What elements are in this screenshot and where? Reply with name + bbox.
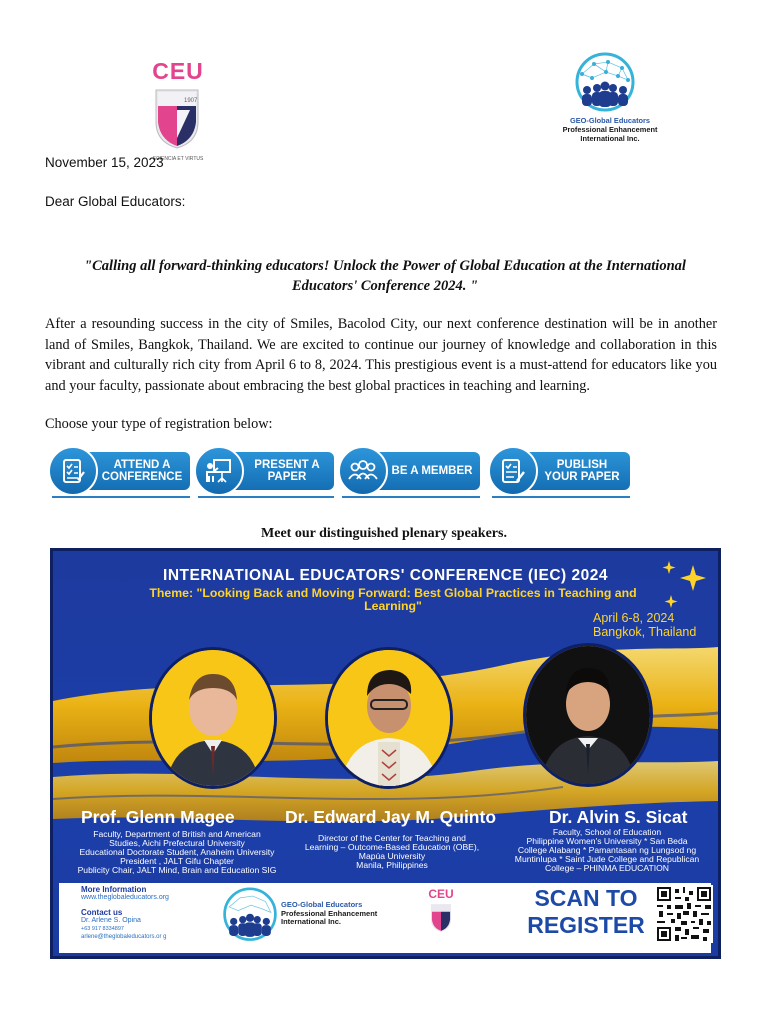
publish-paper-button[interactable] (488, 446, 630, 498)
desc-line: College – PHINMA EDUCATION (544, 863, 669, 873)
speaker-desc-quinto (283, 834, 501, 870)
desc-line: Learning – Outcome-Based Education (OBE), (304, 842, 480, 852)
ceu-motto: SCIENCIA ET VIRTUS (152, 156, 204, 162)
desc-line: Mapúa University (358, 851, 426, 861)
button-label-line2: CONFERENCE (101, 471, 183, 483)
button-label-line2: YOUR PAPER (544, 471, 620, 483)
presenter-icon (194, 446, 244, 496)
desc-line: Faculty, School of Education (552, 827, 662, 837)
qr-code-icon[interactable] (655, 885, 713, 943)
button-underline (198, 496, 334, 498)
salutation: Dear Global Educators: (45, 194, 186, 209)
footer-geo-line1: GEO-Global Educators (281, 900, 363, 909)
scan-to-register (521, 885, 651, 939)
contact-name: Dr. Arlene S. Opina (81, 917, 141, 924)
contact-label: Contact us (81, 908, 123, 917)
ceu-shield-icon (430, 903, 452, 933)
button-label-line1: PUBLISH (556, 459, 608, 471)
more-info-label: More Information (81, 885, 147, 894)
desc-line: Faculty, Department of British and American (93, 829, 261, 839)
speaker-photo-magee (149, 647, 277, 789)
document-pen-icon (488, 446, 538, 496)
speaker-name-magee: Prof. Glenn Magee (81, 807, 235, 827)
intro-paragraph: After a resounding success in the city of Smiles, Bacolod City, our next conference destination will be in another land of Smiles, Bangkok, Thailand. We are excited to continue our journey of knowledge and collaboration in this vibrant and culturally rich city from April 6 to 8, 2024. This prestigious event is a must-attend for educators like you and your faculty, passionate about embracing the best global practices in teaching and learning. (45, 316, 717, 394)
poster-location: Bangkok, Thailand (593, 625, 697, 639)
website-link[interactable]: www.theglobaleducators.org (81, 894, 169, 901)
ceu-year: 1907 (184, 98, 198, 104)
present-paper-button[interactable] (194, 446, 334, 498)
person-portrait-icon (328, 650, 450, 786)
desc-line: College Alabang * Pamantasan ng Lungsod ng (517, 845, 697, 855)
poster-date: April 6-8, 2024 (593, 611, 675, 625)
scan-line2: REGISTER (527, 912, 645, 938)
desc-line: Muntinlupa * Saint Jude College and Republican (514, 854, 700, 864)
button-label-line2: PAPER (267, 471, 307, 483)
geo-name-line1: GEO-Global Educators (569, 116, 651, 125)
geo-organization-name (548, 116, 672, 143)
button-label-line1: ATTEND A (113, 459, 171, 471)
contact-email[interactable]: arlene@theglobaleducators.or g (81, 934, 167, 940)
footer-geo-line2: Professional Enhancement (281, 908, 378, 918)
button-label (540, 454, 624, 488)
desc-line: Publicity Chair, JALT Mind, Brain and Education SIG (77, 865, 277, 875)
person-portrait-icon (152, 650, 274, 786)
tagline: "Calling all forward-thinking educators! Unlock the Power of Global Education at the International Educators' Conference 2024. " (84, 258, 686, 294)
group-icon (338, 446, 388, 496)
contact-phone: +63 917 8334897 (81, 926, 124, 932)
attend-conference-button[interactable] (48, 446, 190, 498)
button-label-line1: BE A MEMBER (391, 465, 473, 477)
footer-ceu-wordmark: CEU (428, 887, 454, 901)
geo-name-line3: International Inc. (580, 134, 640, 143)
desc-line: Director of the Center for Teaching and (318, 833, 466, 843)
desc-line: Manila, Philippines (356, 860, 428, 870)
speakers-heading: Meet our distinguished plenary speakers. (261, 526, 507, 541)
button-underline (342, 496, 480, 498)
ceu-wordmark: CEU (152, 58, 204, 84)
button-label-line1: PRESENT A (254, 459, 320, 471)
poster-date-location (593, 611, 721, 639)
footer-ceu-logo (423, 887, 459, 947)
button-label (100, 454, 184, 488)
footer-geo-name (281, 901, 377, 927)
desc-line: President , JALT Gifu Chapter (120, 856, 234, 866)
poster-footer (59, 883, 711, 953)
conference-poster[interactable] (50, 548, 721, 959)
speaker-name-sicat: Dr. Alvin S. Sicat (549, 807, 688, 827)
button-underline (492, 496, 630, 498)
globe-network-icon (572, 52, 638, 116)
globe-network-icon (219, 887, 281, 945)
footer-geo-line3: International Inc. (281, 917, 342, 926)
geo-logo (548, 52, 672, 154)
speaker-desc-magee (61, 830, 293, 875)
ceu-shield-icon (154, 88, 200, 150)
speaker-photo-quinto (325, 647, 453, 789)
person-portrait-icon (526, 646, 650, 784)
registration-prompt: Choose your type of registration below: (45, 416, 273, 432)
checklist-icon (48, 446, 98, 496)
letter-date: November 15, 2023 (45, 155, 164, 170)
speaker-photo-sicat (523, 643, 653, 787)
poster-title: INTERNATIONAL EDUCATORS' CONFERENCE (IEC) 2024 (163, 567, 608, 584)
speaker-name-quinto: Dr. Edward Jay M. Quinto (285, 807, 497, 827)
desc-line: Studies, Aichi Prefectural University (109, 838, 245, 848)
desc-line: Educational Doctorate Student, Anaheim University (79, 847, 275, 857)
button-label (390, 454, 474, 488)
button-underline (52, 496, 190, 498)
desc-line: Philippine Women's University * San Beda (526, 836, 688, 846)
scan-line1: SCAN TO (534, 885, 638, 911)
be-a-member-button[interactable] (338, 446, 480, 498)
speaker-desc-sicat (499, 828, 715, 873)
button-label (246, 454, 328, 488)
geo-name-line2: Professional Enhancement (562, 125, 658, 134)
poster-theme: Theme: "Looking Back and Moving Forward: Best Global Practices in Teaching and Learning" (149, 586, 637, 613)
